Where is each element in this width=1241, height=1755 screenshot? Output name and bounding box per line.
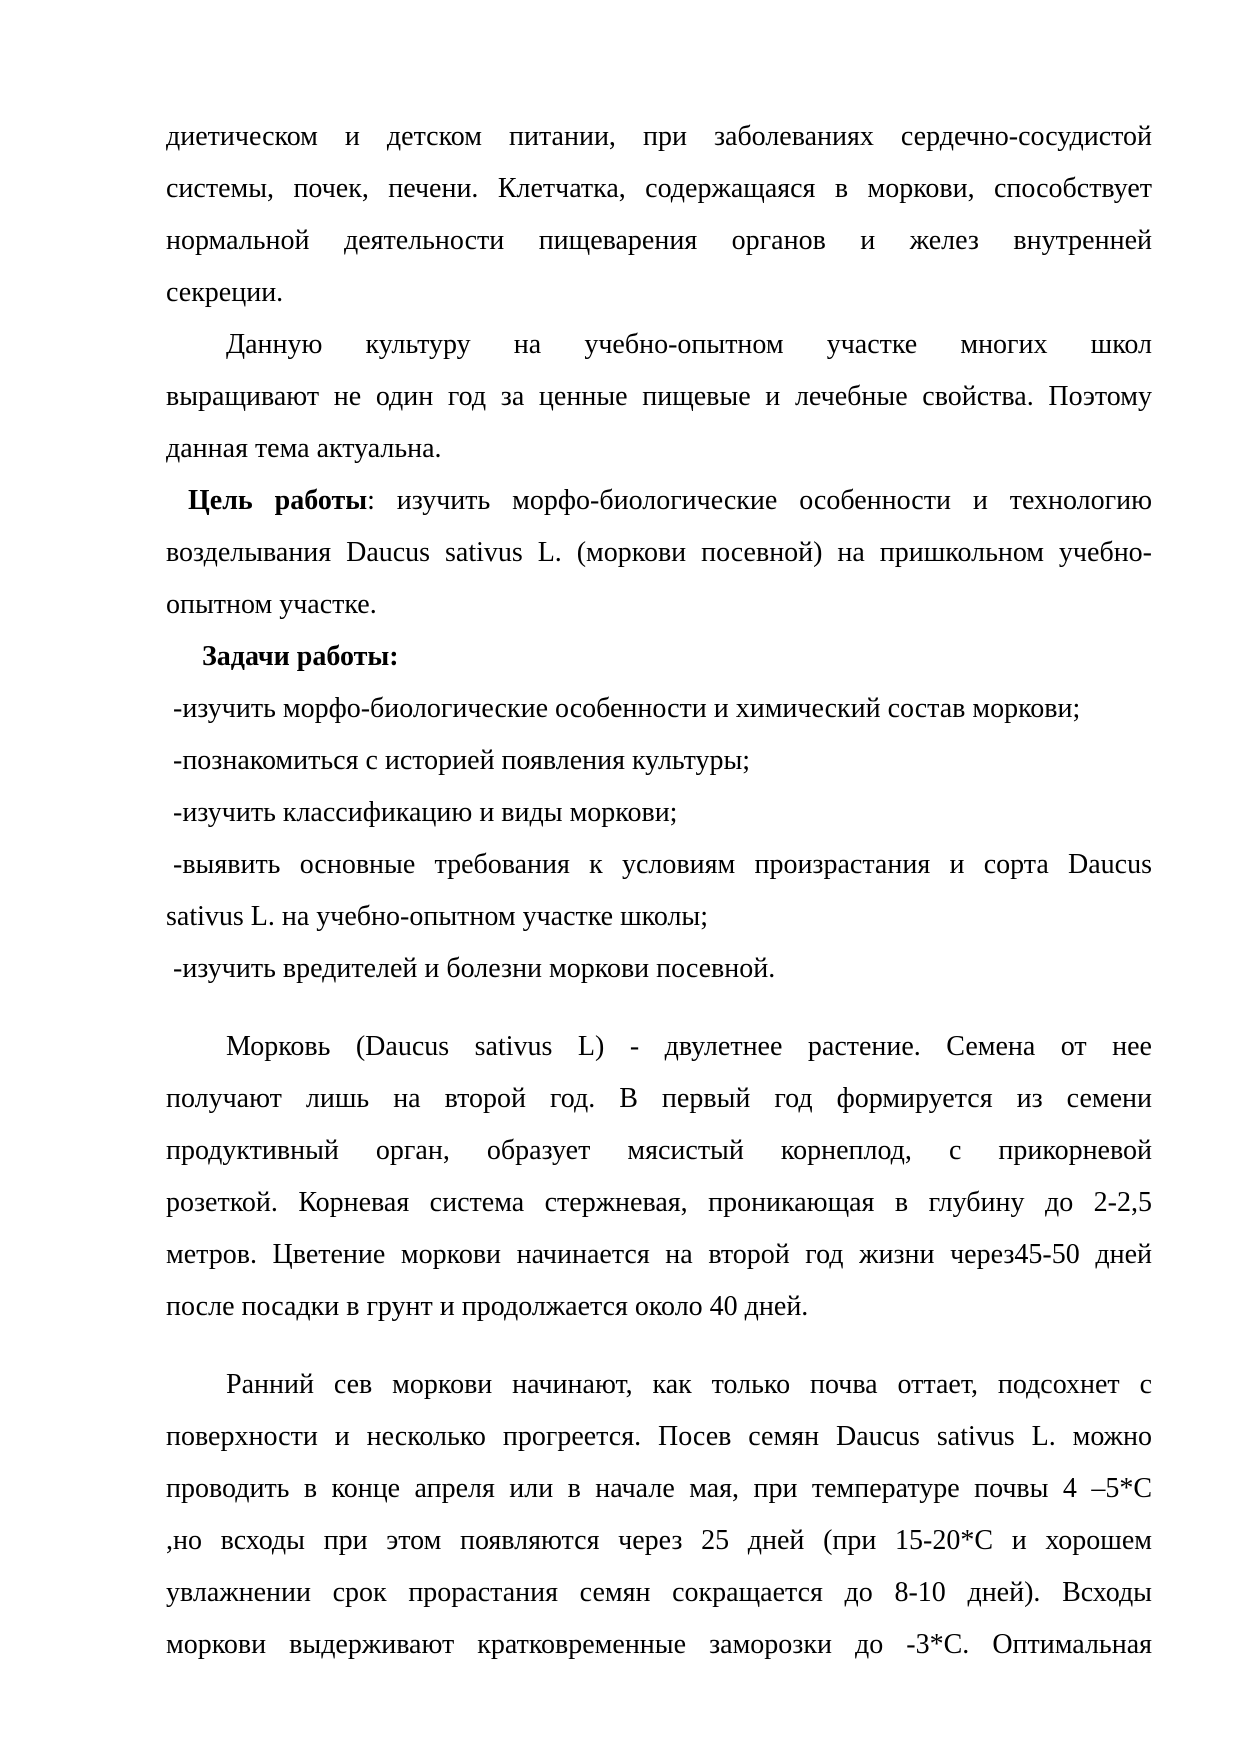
paragraph-intro-continuation	[166, 111, 1152, 319]
text-line	[166, 1021, 1152, 1073]
text-line	[166, 1281, 1152, 1333]
text-line	[166, 839, 1152, 891]
text-segment: после посадки в грунт и продолжается около 40 дней.	[166, 1291, 809, 1322]
text-segment: : изучить морфо-биологические особенности и технологию	[367, 485, 1153, 516]
text-segment: продуктивный орган, образует мясистый корнеплод, с прикорневой	[166, 1135, 1152, 1166]
text-line	[166, 267, 1152, 319]
text-segment: -изучить вредителей и болезни моркови посевной.	[173, 953, 776, 984]
text-line	[166, 1411, 1152, 1463]
text-line	[166, 1125, 1152, 1177]
bold-text-segment: Цель работы	[188, 485, 368, 516]
text-segment: проводить в конце апреля или в начале мая, при температуре почвы 4 –5*С	[166, 1473, 1152, 1504]
text-line	[166, 1073, 1152, 1125]
text-line	[166, 1177, 1152, 1229]
text-line	[166, 111, 1152, 163]
text-line	[166, 527, 1152, 579]
text-segment: Данную культуру на учебно-опытном участке многих школ	[226, 329, 1152, 360]
text-line	[166, 735, 1152, 787]
task-item-3	[166, 787, 1152, 839]
text-segment: получают лишь на второй год. В первый год формируется из семени	[166, 1083, 1152, 1114]
text-segment: метров. Цветение моркови начинается на второй год жизни через45-50 дней	[166, 1239, 1152, 1270]
text-segment: нормальной деятельности пищеварения органов и желез внутренней	[166, 225, 1152, 256]
text-segment: выращивают не один год за ценные пищевые и лечебные свойства. Поэтому	[166, 381, 1152, 412]
text-line	[166, 163, 1152, 215]
text-segment: Ранний сев моркови начинают, как только почва оттает, подсохнет с	[226, 1369, 1152, 1400]
text-segment: Морковь (Daucus sativus L) - двулетнее растение. Семена от нее	[226, 1031, 1152, 1062]
text-line	[166, 683, 1152, 735]
text-segment: -познакомиться с историей появления культуры;	[173, 745, 751, 776]
text-line	[166, 943, 1152, 995]
text-segment: ,но всходы при этом появляются через 25 дней (при 15-20*С и хорошем	[166, 1525, 1152, 1556]
text-segment: увлажнении срок прорастания семян сокращается до 8-10 дней). Всходы	[166, 1577, 1152, 1608]
text-segment: -изучить классификацию и виды моркови;	[173, 797, 678, 828]
text-line	[166, 891, 1152, 943]
text-line	[166, 1567, 1152, 1619]
task-item-1	[166, 683, 1152, 735]
paragraph-relevance	[166, 319, 1152, 475]
text-line	[166, 371, 1152, 423]
text-segment: данная тема актуальна.	[166, 433, 442, 464]
task-item-2	[166, 735, 1152, 787]
text-segment: диетическом и детском питании, при заболеваниях сердечно-сосудистой	[166, 121, 1152, 152]
text-segment: моркови выдерживают кратковременные заморозки до -3*С. Оптимальная	[166, 1629, 1152, 1660]
text-line	[166, 215, 1152, 267]
text-segment: системы, почек, печени. Клетчатка, содержащаяся в моркови, способствует	[166, 173, 1152, 204]
text-segment: возделывания Daucus sativus L. (моркови посевной) на пришкольном учебно-	[166, 537, 1152, 568]
task-item-5	[166, 943, 1152, 995]
text-segment: опытном участке.	[166, 589, 377, 620]
bold-text-segment: Задачи работы:	[202, 641, 399, 672]
text-segment: -выявить основные требования к условиям произрастания и сорта Daucus	[173, 849, 1152, 880]
text-line	[166, 1463, 1152, 1515]
text-segment: секреции.	[166, 277, 284, 308]
text-line	[166, 1515, 1152, 1567]
text-line	[166, 1619, 1152, 1671]
text-line	[166, 1359, 1152, 1411]
text-segment: поверхности и несколько прогреется. Посев семян Daucus sativus L. можно	[166, 1421, 1152, 1452]
text-segment: sativus L. на учебно-опытном участке школы;	[166, 901, 709, 932]
text-line	[166, 319, 1152, 371]
text-line	[166, 787, 1152, 839]
paragraph-sowing	[166, 1359, 1152, 1671]
text-segment: -изучить морфо-биологические особенности и химический состав моркови;	[173, 693, 1081, 724]
paragraph-botany	[166, 1021, 1152, 1333]
text-line	[166, 631, 1152, 683]
text-line	[166, 579, 1152, 631]
heading-tasks	[166, 631, 1152, 683]
text-line	[166, 475, 1152, 527]
text-line	[166, 423, 1152, 475]
task-item-4	[166, 839, 1152, 943]
paragraph-goal	[166, 475, 1152, 631]
text-segment: розеткой. Корневая система стержневая, проникающая в глубину до 2-2,5	[166, 1187, 1152, 1218]
text-line	[166, 1229, 1152, 1281]
